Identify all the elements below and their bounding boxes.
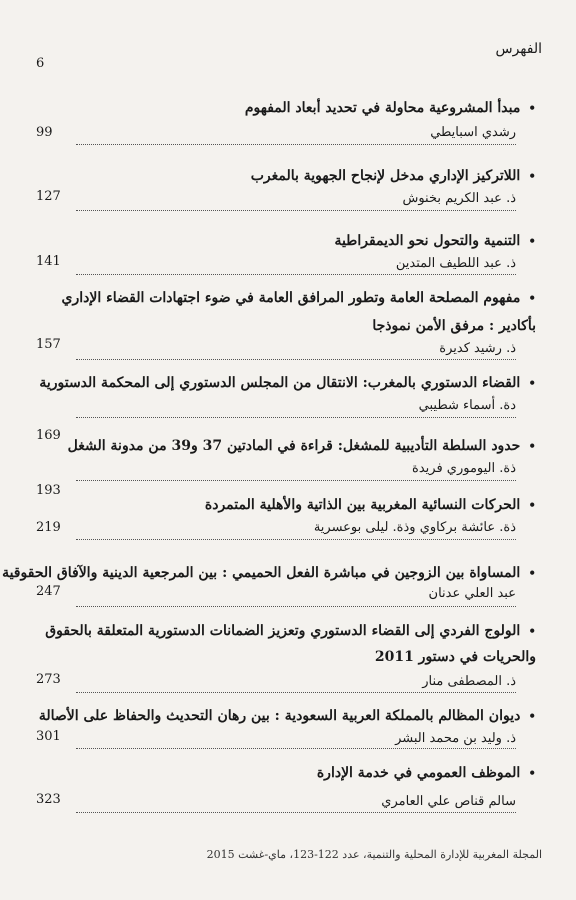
entry-author: ذ. عبد الكريم بخنوش bbox=[398, 191, 516, 206]
entry-page-number: 247 bbox=[36, 584, 61, 599]
entry-title: •مبدأ المشروعية محاولة في تحديد أبعاد المفهوم bbox=[244, 100, 536, 116]
leader-dots bbox=[76, 359, 516, 360]
entry-author: عبد العلي عدنان bbox=[425, 586, 516, 601]
entry-title: •الموظف العمومي في خدمة الإدارة bbox=[316, 765, 536, 781]
leader-dots bbox=[76, 144, 516, 145]
entry-title: •المساواة بين الزوجين في مباشرة الفعل الحميمي : بين المرجعية الدينية والآفاق الحقوقية bbox=[2, 565, 536, 581]
entry-title: •اللاتركيز الإداري مدخل لإنجاح الجهوية بالمغرب bbox=[250, 168, 536, 184]
entry-author: ذة. اليوموري فريدة bbox=[408, 461, 516, 476]
entry-author: ذ. رشيد كديرة bbox=[435, 341, 516, 356]
leader-dots bbox=[76, 539, 516, 540]
page-number: 6 bbox=[36, 56, 45, 71]
entry-title: •التنمية والتحول نحو الديمقراطية bbox=[334, 233, 536, 249]
leader-dots bbox=[76, 274, 516, 275]
journal-footer: المجلة المغربية للإدارة المحلية والتنمية، عدد 122-123، ماي-غشت 2015 bbox=[206, 848, 542, 861]
entry-author: ذة. عائشة بركاوي وذة. ليلى بوعسرية bbox=[310, 520, 516, 535]
entry-page-number: 273 bbox=[36, 672, 61, 687]
entry-title: •حدود السلطة التأديبية للمشغل: قراءة في المادتين 37 و39 من مدونة الشغل bbox=[67, 438, 536, 454]
entry-page-number: 141 bbox=[36, 254, 61, 269]
entry-author: ذ. وليد بن محمد البشر bbox=[391, 731, 516, 746]
leader-dots bbox=[76, 692, 516, 693]
entry-page-number: 169 bbox=[36, 428, 61, 443]
leader-dots bbox=[76, 480, 516, 481]
entry-author: دة. أسماء شطيبي bbox=[415, 398, 516, 413]
leader-dots bbox=[76, 812, 516, 813]
entry-author: رشدي اسبايطي bbox=[426, 125, 516, 140]
entry-title: •القضاء الدستوري بالمغرب: الانتقال من المجلس الدستوري إلى المحكمة الدستورية bbox=[39, 375, 536, 391]
entry-page-number: 99 bbox=[36, 125, 53, 140]
entry-page-number: 219 bbox=[36, 520, 61, 535]
entry-title-continuation: والحريات في دستور 2011 bbox=[374, 649, 536, 665]
entry-author: ذ. عبد اللطيف المتدين bbox=[392, 256, 516, 271]
entry-title: •الولوج الفردي إلى القضاء الدستوري وتعزيز الضمانات الدستورية المتعلقة بالحقوق bbox=[45, 623, 536, 639]
entry-title: •مفهوم المصلحة العامة وتطور المرافق العامة في ضوء اجتهادات القضاء الإداري bbox=[61, 290, 536, 306]
leader-dots bbox=[76, 210, 516, 211]
leader-dots bbox=[76, 748, 516, 749]
entry-page-number: 193 bbox=[36, 483, 61, 498]
leader-dots bbox=[76, 606, 516, 607]
entry-author: سالم قناص علي العامري bbox=[377, 794, 516, 809]
entry-title-continuation: بأكادير : مرفق الأمن نموذجا bbox=[372, 318, 536, 334]
entry-author: ذ. المصطفى منار bbox=[418, 674, 516, 689]
entry-page-number: 157 bbox=[36, 337, 61, 352]
entry-page-number: 127 bbox=[36, 189, 61, 204]
entry-page-number: 323 bbox=[36, 792, 61, 807]
section-title: الفهرس bbox=[495, 41, 542, 57]
leader-dots bbox=[76, 417, 516, 418]
entry-title: •ديوان المظالم بالمملكة العربية السعودية : بين رهان التحديث والحفاظ على الأصالة bbox=[38, 708, 536, 724]
entry-title: •الحركات النسائية المغربية بين الذاتية والأهلية المتمردة bbox=[204, 497, 536, 513]
entry-page-number: 301 bbox=[36, 729, 61, 744]
